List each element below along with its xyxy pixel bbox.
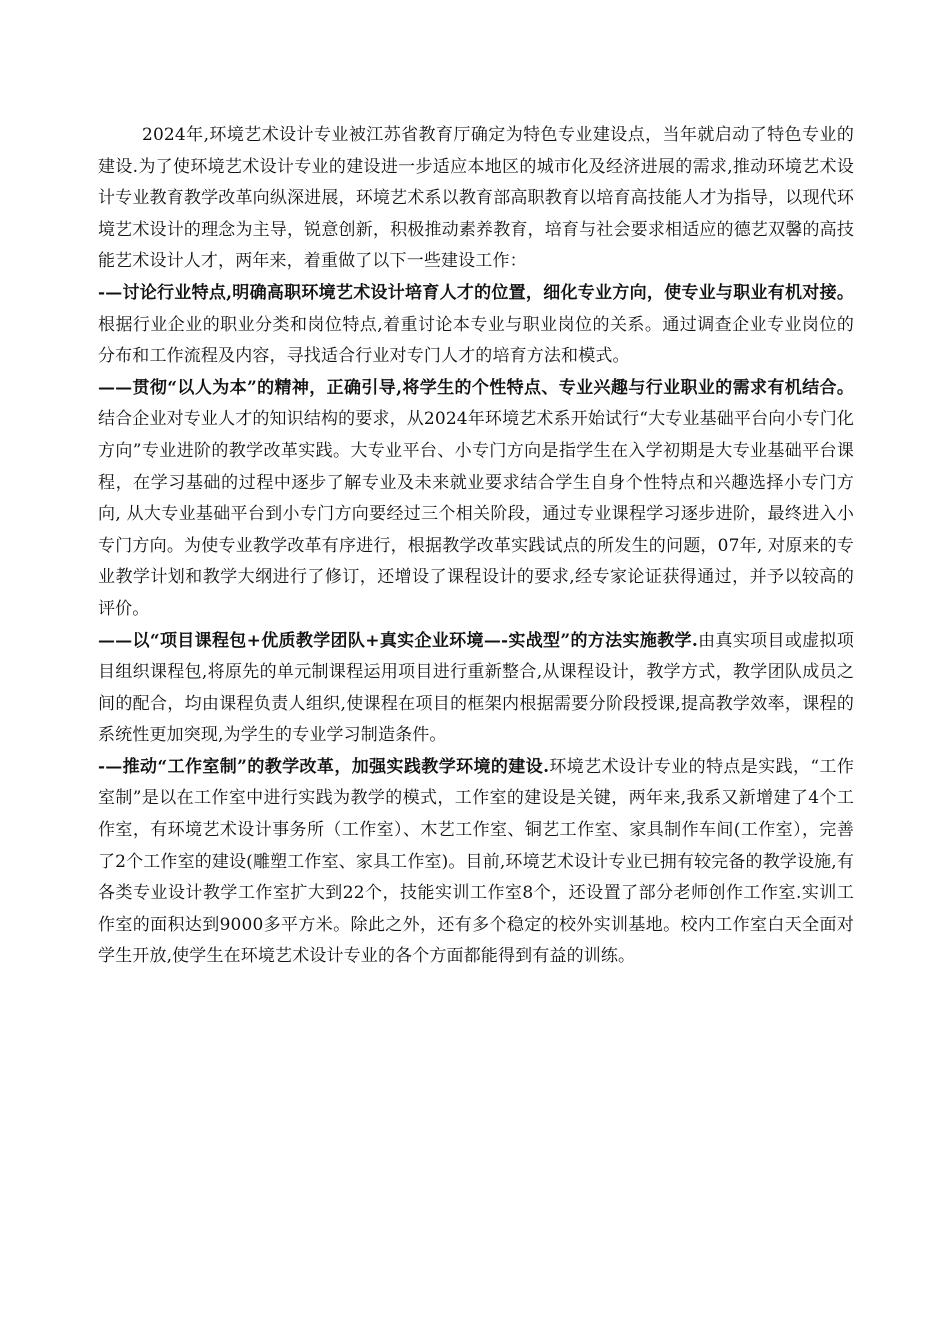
intro-paragraph [98,120,854,278]
section-body-people-oriented: 结合企业对专业人才的知识结构的要求，从2024年环境艺术系开始试行“大专业基础平台向小专门化方向”专业进阶的教学改革实践。大专业平台、小专门方向是指学生在入学初期是大专业基础平台课程，在学习基础的过程中逐步了解专业及未来就业要求结合学生自身个性特点和兴趣选择小专门方向, 从大专业基础平台到小专门方向要经过三个相关阶段，通过专业课程学习逐步进阶，最终进入小专门方向。为使专业教学改革有序进行，根据教学改革实践试点的所发生的问题，07年, 对原来的专业教学计划和教学大纲进行了修订，还增设了课程设计的要求,经专家论证获得通过，并予以较高的评价。 [98,409,854,619]
section-heading-people-oriented: ——贯彻“以人为本”的精神，正确引导,将学生的个性特点、专业兴趣与行业职业的需求有机结合。 [98,377,854,398]
intro-paragraph-text: 2024年,环境艺术设计专业被江苏省教育厅确定为特色专业建设点，当年就启动了特色专业的建设.为了使环境艺术设计专业的建设进一步适应本地区的城市化及经济进展的需求,推动环境艺术设计专业教育教学改革向纵深进展，环境艺术系以教育部高职教育以培育高技能人才为指导，以现代环境艺术设计的理念为主导，锐意创新，积极推动素养教育，培育与社会要求相适应的德艺双馨的高技能艺术设计人才，两年来，着重做了以下一些建设工作： [98,125,854,272]
section-body-industry: 根据行业企业的职业分类和岗位特点,着重讨论本专业与职业岗位的关系。通过调查企业专业岗位的分布和工作流程及内容，寻找适合行业对专门人才的培育方法和模式。 [98,314,854,367]
section-body-project-course: 由真实项目或虚拟项目组织课程包,将原先的单元制课程运用项目进行重新整合,从课程设计，教学方式，教学团队成员之间的配合，均由课程负责人组织,使课程在项目的框架内根据需要分阶段授课,提高教学效率，课程的系统性更加突现,为学生的专业学习制造条件。 [98,630,854,746]
document-page [98,120,854,973]
section-body-studio-system: 环境艺术设计专业的特点是实践，“工作室制”是以在工作室中进行实践为教学的模式，工作室的建设是关键，两年来,我系又新增建了4个工作室，有环境艺术设计事务所（工作室）、木艺工作室、铜艺工作室、家具制作车间(工作室），完善了2个工作室的建设(雕塑工作室、家具工作室)。目前,环境艺术设计专业已拥有较完备的教学设施,有各类专业设计教学工作室扩大到22个，技能实训工作室8个，还设置了部分老师创作工作室.实训工作室的面积达到9000多平方米。除此之外，还有多个稳定的校外实训基地。校内工作室白天全面对学生开放,使学生在环境艺术设计专业的各个方面都能得到有益的训练。 [98,756,854,967]
section-paragraph-project-course [98,626,854,752]
section-paragraph-studio-system [98,752,854,973]
section-heading-project-course: ——以“项目课程包+优质教学团队+真实企业环境—-实战型”的方法实施教学. [98,630,698,651]
section-heading-studio-system: -—推动“工作室制”的教学改革，加强实践教学环境的建设. [98,756,550,777]
section-heading-industry: -—讨论行业特点,明确高职环境艺术设计培育人才的位置，细化专业方向，使专业与职业有机对接。 [98,282,854,303]
section-paragraph-industry [98,278,854,373]
section-paragraph-people-oriented [98,373,854,626]
